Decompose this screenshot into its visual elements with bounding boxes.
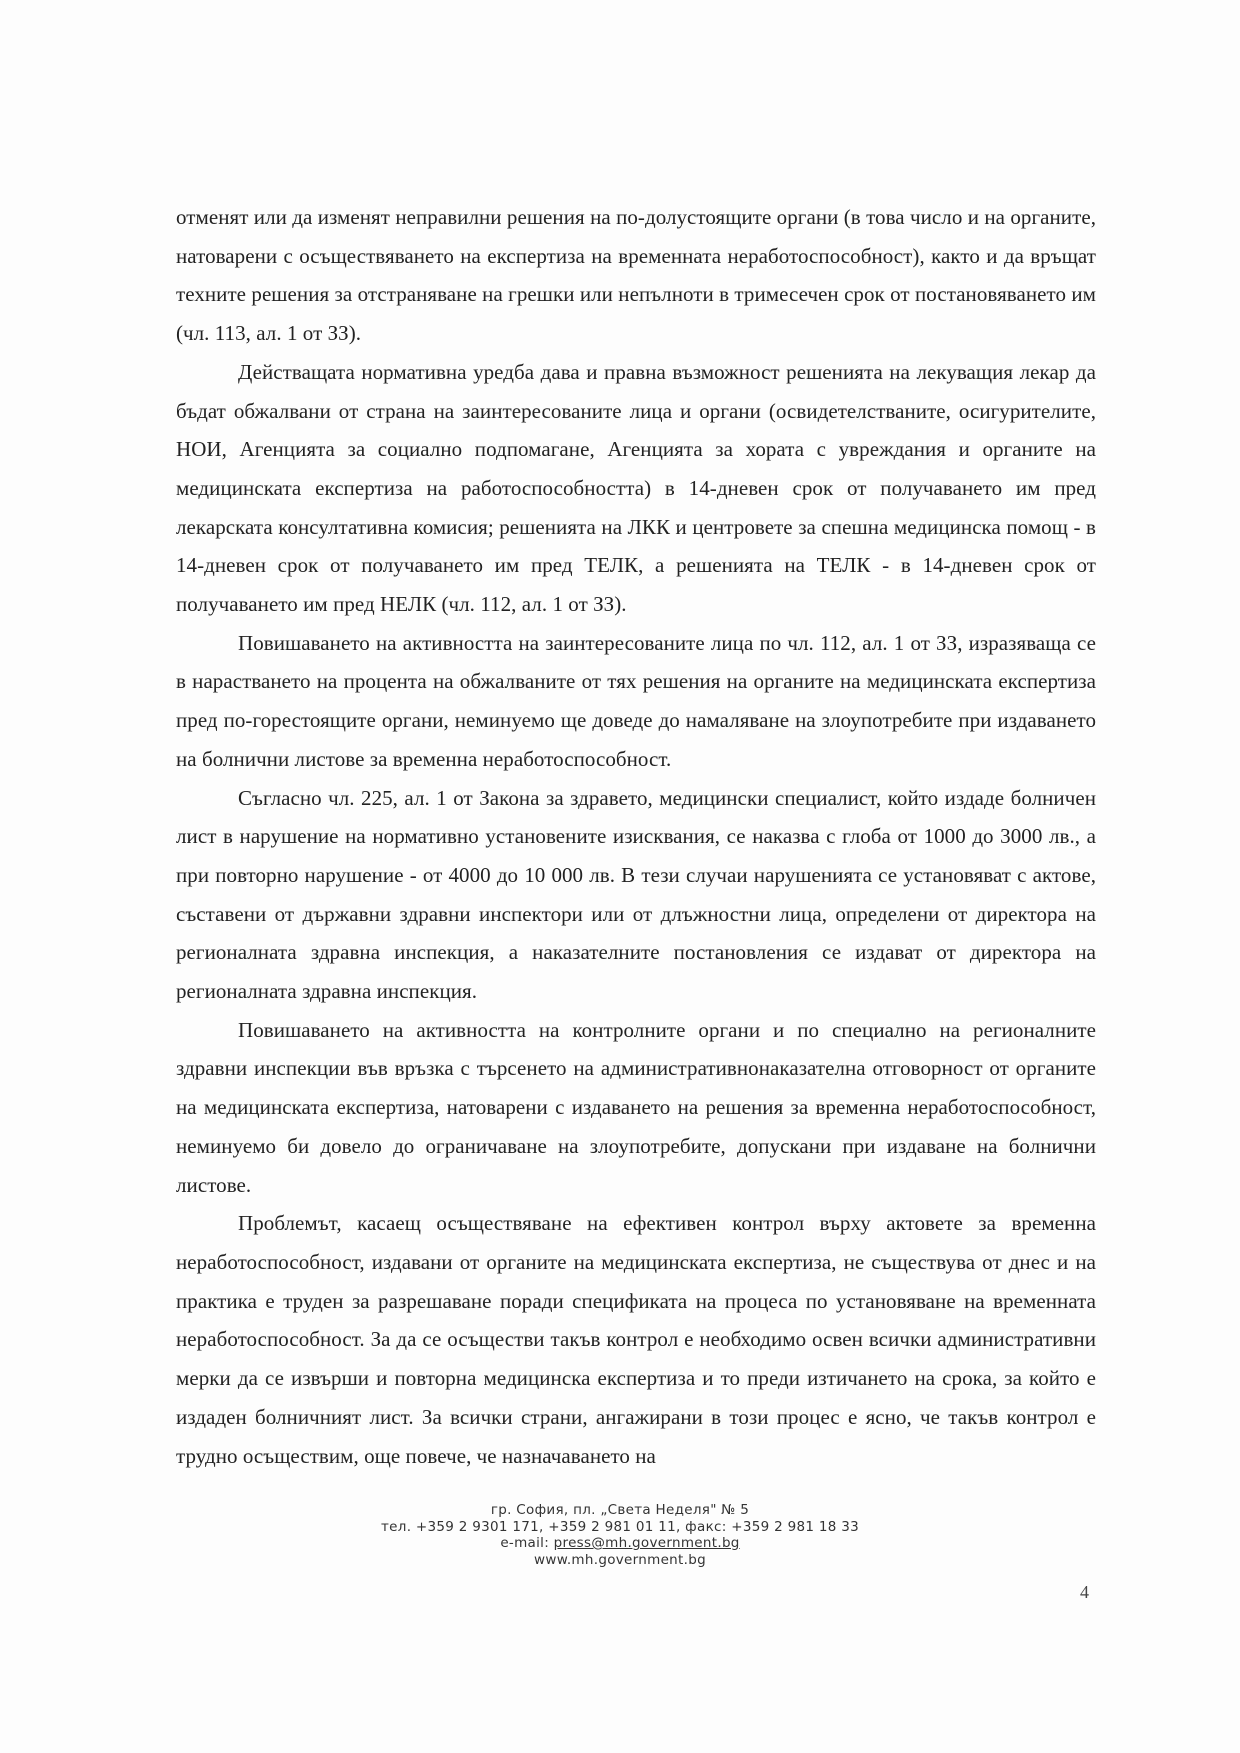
footer-address: гр. София, пл. „Света Неделя" № 5	[490, 1502, 750, 1518]
paragraph-5: Повишаването на активността на контролните органи и по специално на регионалните здравни инспекции във връзка с търсенето на административнонаказателна отговорност от органите на медицинската експертиза, натоварени с издаването на решения за временна неработоспособност, неминуемо би довело до ограничаване на злоупотребите, допускани при издаване на болнични листове.	[176, 1017, 1096, 1197]
letterhead-footer	[330, 1502, 910, 1568]
footer-email-line	[330, 1535, 910, 1552]
footer-website[interactable]: www.mh.government.bg	[534, 1551, 706, 1568]
paragraph-2: Действащата нормативна уредба дава и правна възможност решенията на лекуващия лекар да бъдат обжалвани от страна на заинтересованите лица и органи (освидетелстваните, осигурителите, НОИ, Агенцията за социално подпомагане, Агенцията за хората с увреждания и органите на медицинската експертиза на работоспособността) в 14-дневен срок от получаването им пред лекарската консултативна комисия; решенията на ЛКК и центровете за спешна медицинска помощ - в 14-дневен срок от получаването им пред ТЕЛК, а решенията на ТЕЛК - в 14-дневен срок от получаването им пред НЕЛК (чл. 112, ал. 1 от ЗЗ).	[176, 359, 1096, 617]
footer-phones: тел. +359 2 9301 171, +359 2 981 01 11, факс: +359 2 981 18 33	[381, 1518, 859, 1535]
document-body	[176, 198, 1096, 1475]
paragraph-4: Съгласно чл. 225, ал. 1 от Закона за здравето, медицински специалист, който издаде болничен лист в нарушение на нормативно установените изисквания, се наказва с глоба от 1000 до 3000 лв., а при повторно нарушение - от 4000 до 10 000 лв. В тези случаи нарушенията се установяват с актове, съставени от държавни здравни инспектори или от длъжностни лица, определени от директора на регионалната здравна инспекция, а наказателните постановления се издават от директора на регионалната здравна инспекция.	[176, 785, 1096, 1004]
paragraph-6: Проблемът, касаещ осъществяване на ефективен контрол върху актовете за временна неработоспособност, издавани от органите на медицинската експертиза, не съществува от днес и на практика е труден за разрешаване поради спецификата на процеса по установяване на временната неработоспособност. За да се осъществи такъв контрол е необходимо освен всички административни мерки да се извърши и повторна медицинска експертиза и то преди изтичането на срока, за който е издаден болничният лист. За всички страни, ангажирани в този процес е ясно, че такъв контрол е трудно осъществим, още повече, че назначаването на	[176, 1211, 1096, 1468]
paragraph-1: отменят или да изменят неправилни решения на по-долустоящите органи (в това число и на органите, натоварени с осъществяването на експертиза на временната неработоспособност), както и да връщат техните решения за отстраняване на грешки или непълноти в тримесечен срок от постановяването им (чл. 113, ал. 1 от ЗЗ).	[176, 205, 1096, 346]
paragraph-3: Повишаването на активността на заинтересованите лица по чл. 112, ал. 1 от ЗЗ, изразяваща се в нарастването на процента на обжалваните от тях решения на органите на медицинската експертиза пред по-горестоящите органи, неминуемо ще доведе до намаляване на злоупотребите при издаването на болнични листове за временна неработоспособност.	[176, 630, 1096, 771]
page-number: 4	[1080, 1582, 1089, 1602]
footer-email-prefix: e-mail:	[500, 1535, 554, 1551]
footer-email-link[interactable]: press@mh.government.bg	[553, 1535, 740, 1551]
